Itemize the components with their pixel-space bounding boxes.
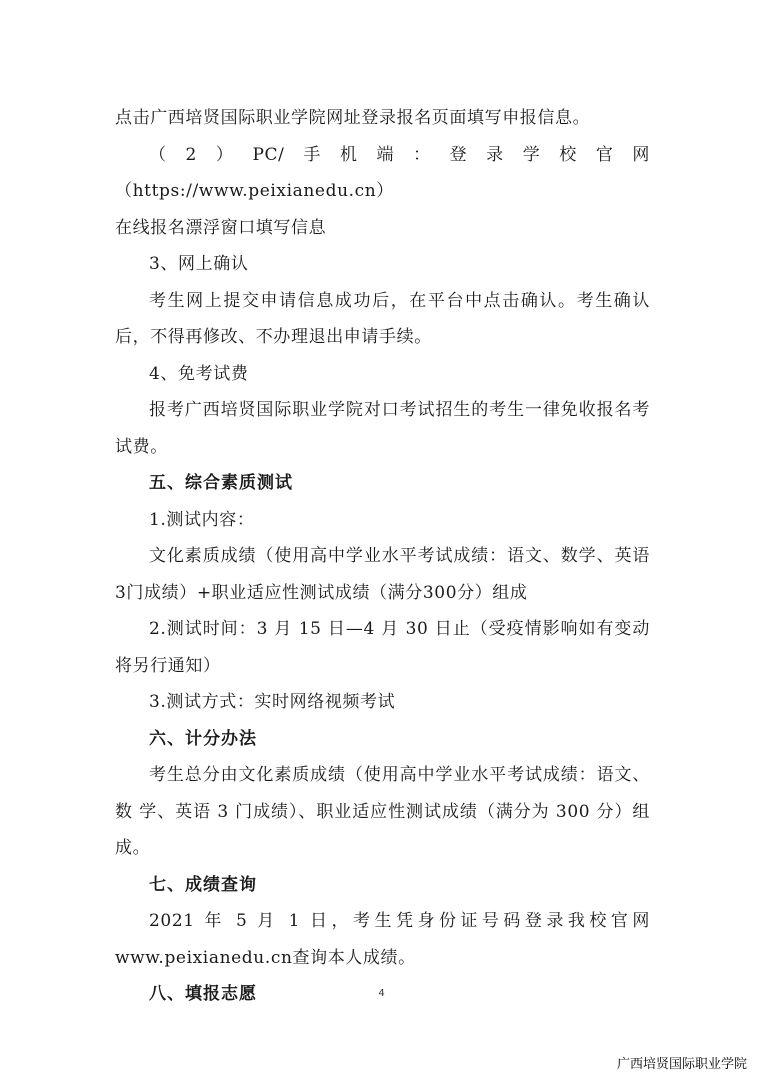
paragraph: 点击广西培贤国际职业学院网址登录报名页面填写申报信息。	[115, 108, 591, 128]
paragraph: 3.测试方式：实时网络视频考试	[149, 692, 396, 712]
section-heading: 五、综合素质测试	[149, 473, 293, 493]
paragraph: 3、网上确认	[149, 254, 249, 274]
paragraph: （2）PC/手机端：登录学校官网（https://www.peixianedu.cn）	[115, 144, 650, 201]
paragraph: 考生总分由文化素质成绩（使用高中学业水平考试成绩：语文、数 学、英语 3 门成绩）、职业适应性测试成绩（满分为 300 分）组成。	[115, 765, 650, 858]
paragraph: 2021 年 5 月 1 日，考生凭身份证号码登录我校官网www.peixianedu.cn查询本人成绩。	[115, 911, 650, 968]
document-body	[115, 100, 650, 1013]
paragraph: 报考广西培贤国际职业学院对口考试招生的考生一律免收报名考试费。	[115, 400, 650, 457]
page-number: 4	[378, 988, 385, 999]
section-heading: 八、填报志愿	[149, 984, 257, 1004]
paragraph: 在线报名漂浮窗口填写信息	[115, 217, 327, 238]
section-heading: 七、成绩查询	[149, 874, 257, 895]
paragraph: 考生网上提交申请信息成功后，在平台中点击确认。考生确认后，不得再修改、不办理退出申请手续。	[115, 290, 650, 347]
paragraph: 文化素质成绩（使用高中学业水平考试成绩：语文、数学、英语3门成绩）+职业适应性测试成绩（满分300分）组成	[115, 546, 650, 603]
paragraph: 1.测试内容：	[149, 509, 255, 530]
footer-label: 广西培贤国际职业学院	[616, 1057, 747, 1072]
paragraph: 2.测试时间：3 月 15 日—4 月 30 日止（受疫情影响如有变动将另行通知）	[115, 619, 650, 676]
paragraph: 4、免考试费	[149, 363, 249, 384]
section-heading: 六、计分办法	[149, 728, 257, 749]
